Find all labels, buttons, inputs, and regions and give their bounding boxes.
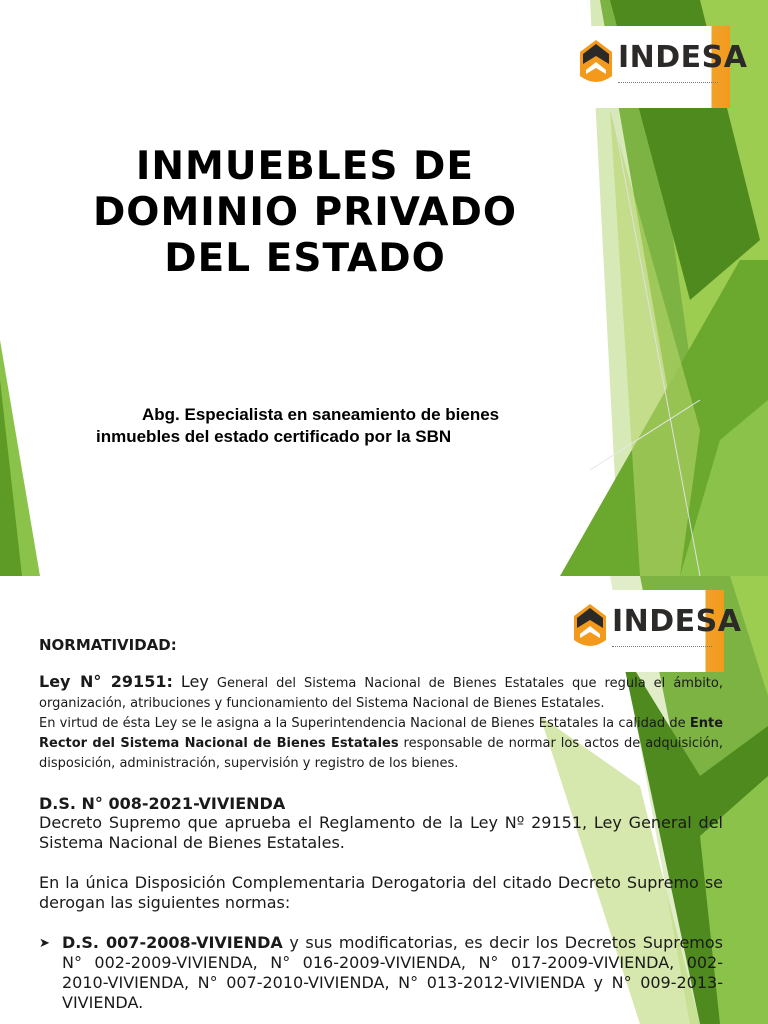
virtud-bold: Ente Rector del Sistema Nacional de Bienes Estatales [39, 716, 724, 751]
bullet-bold: D.S. 007-2008-VIVIENDA [62, 933, 283, 952]
logo-tagline-line [618, 82, 718, 87]
ley-word: Ley [180, 672, 209, 691]
content-slide [0, 576, 768, 1024]
ds-paragraph: Decreto Supremo que aprueba el Reglamento de la Ley Nº 29151, Ley General del Sistema Nacional de Bienes Estatales. [39, 813, 723, 852]
slide-content [39, 636, 723, 1013]
indesa-logo [576, 26, 748, 108]
ley-paragraph [39, 672, 723, 714]
ley-label: Ley N° 29151: [39, 672, 173, 691]
title-line-3: DEL ESTADO [164, 236, 446, 281]
section-heading: NORMATIVIDAD: [39, 636, 177, 654]
subtitle-line-1: Abg. Especialista en saneamiento de bienes [142, 405, 500, 424]
derogatoria-paragraph: En la única Disposición Complementaria Derogatoria del citado Decreto Supremo se derogan las siguientes normas: [39, 873, 723, 912]
logo-text: INDESA [618, 40, 748, 75]
virtud-paragraph [39, 714, 723, 774]
virtud-text-a: En virtud de ésta Ley se le asigna a la Superintendencia Nacional de Bienes Estatales la calidad de [39, 716, 686, 731]
indesa-house-icon [578, 36, 614, 88]
list-item [39, 933, 723, 1013]
subtitle-line-2: inmuebles del estado certificado por la SBN [96, 427, 452, 446]
title-line-1: INMUEBLES DE [135, 144, 475, 189]
ley-text: General del Sistema Nacional de Bienes Estatales que regula el ámbito, organización, atribuciones y funcionamiento del Sistema Nacional de Bienes Estatales. [39, 676, 723, 711]
logo-text: INDESA [612, 604, 742, 639]
ds-heading: D.S. N° 008-2021-VIVIENDA [39, 794, 286, 813]
bullet-text: y sus modificatorias, es decir los Decretos Supremos N° 002-2009-VIVIENDA, N° 016-2009-VIVIENDA, N° 017-2009-VIVIENDA, 002-2010-VIVIENDA, N° 007-2010-VIVIENDA, N° 013-2012-VIVIENDA y N° 009-2013-VIVIENDA. [62, 933, 724, 1012]
arrow-bullet-icon: ➤ [39, 936, 50, 951]
virtud-text-b: responsable de normar los actos de adquisición, disposición, administración, supervisión y registro de los bienes. [39, 736, 723, 771]
title-line-2: DOMINIO PRIVADO [92, 190, 518, 235]
slide-title [60, 144, 550, 282]
slide-subtitle [96, 404, 566, 448]
